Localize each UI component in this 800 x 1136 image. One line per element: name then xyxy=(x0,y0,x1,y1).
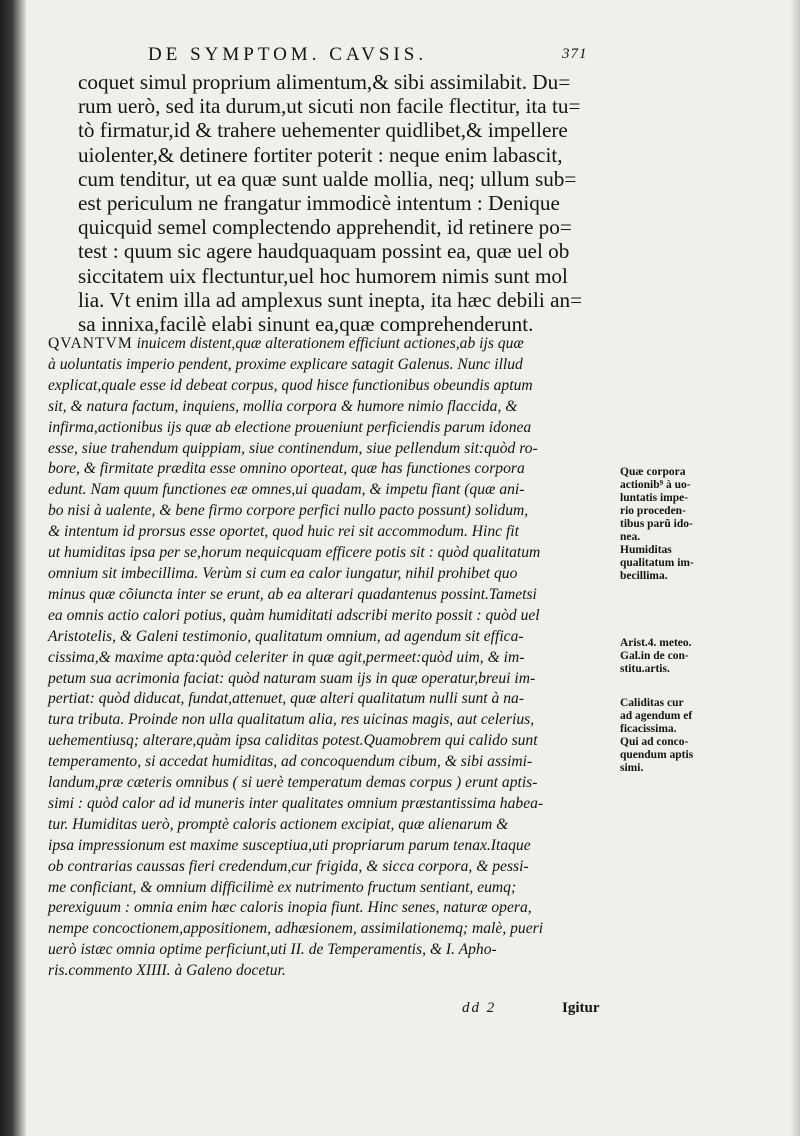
text-line: quicquid semel complectendo apprehendit, id retinere po= xyxy=(78,215,572,240)
margin-note-line: Humiditas xyxy=(620,544,672,556)
commentary-line: ut humiditas ipsa per se,horum nequicquam efficere potis sit : quòd qualitatum xyxy=(48,544,541,562)
text-line: test : quum sic agere haudquaquam possint ea, quæ uel ob xyxy=(78,239,570,264)
commentary-first-line xyxy=(48,334,618,355)
commentary-line: simi : quòd calor ad id muneris inter qualitates omnium præstantissima habea- xyxy=(48,794,544,812)
margin-note-line: Caliditas cur xyxy=(620,697,684,709)
commentary-line: sit, & natura factum, inquiens, mollia corpora & humore nimio flaccida, & xyxy=(48,397,518,415)
margin-note-line: luntatis impe- xyxy=(620,492,689,504)
text-line: uiolenter,& detinere fortiter poterit : neque enim labascit, xyxy=(78,142,563,167)
text-line: rum uerò, sed ita durum,ut sicuti non facile flectitur, ita tu= xyxy=(78,94,581,119)
commentary-line: tura tributa. Proinde non ulla qualitatum alia, res uicinas magis, aut celerius, xyxy=(48,711,535,729)
commentary-line: esse, siue trahendum quippiam, siue continendum, siue pellendum sit:quòd ro- xyxy=(48,439,538,457)
text-line: tò firmatur,id & trahere uehementer quidlibet,& impellere xyxy=(78,118,568,143)
commentary-line: & intentum id prorsus esse oportet, quod huic rei sit accommodum. Hinc fit xyxy=(48,523,519,541)
commentary-line: me conficiant, & omnium difficilimè ex nutrimento fructum sentiant, eumq; xyxy=(48,878,517,896)
margin-note-line: Arist.4. meteo. xyxy=(620,637,692,649)
commentary-line: tur. Humiditas uerò, promptè caloris actionem excipiat, quæ alienarum & xyxy=(48,815,509,833)
text-line: siccitatem uix flectuntur,uel hoc humorem nimis sunt mol xyxy=(78,263,568,288)
catchword: Igitur xyxy=(562,1000,600,1016)
page-number: 371 xyxy=(562,46,588,62)
commentary-line: uerò istæc omnia optime perficiunt,uti II. de Temperamentis, & I. Apho- xyxy=(48,941,497,959)
commentary-line: cissima,& maxime apta:quòd celeriter in quæ agit,permeet:quòd uim, & im- xyxy=(48,648,525,666)
page-edge xyxy=(790,0,800,1136)
commentary-line: bore, & firmitate prædita esse omnino oporteat, quæ has functiones corpora xyxy=(48,460,525,478)
commentary-line: pertiat: quòd diducat, fundat,attenuet, quæ alteri qualitatum nulli sunt à na- xyxy=(48,690,525,708)
commentary-line: ipsa impressionum est maxime susceptiua,uti propriarum parum tenax.Itaque xyxy=(48,836,531,854)
text-line: est periculum ne frangatur immodicè intentum : Denique xyxy=(78,191,560,216)
text-line: lia. Vt enim illa ad amplexus sunt inepta, ita hæc debili an= xyxy=(78,287,583,312)
margin-note-line: ad agendum ef xyxy=(620,710,693,722)
commentary-line: à uoluntatis imperio pendent, proxime explicare satagit Galenus. Nunc illud xyxy=(48,355,523,373)
main-text-block xyxy=(78,70,618,336)
commentary-first-line-text: inuicem distent,quæ alterationem efficiunt actiones,ab ijs quæ xyxy=(132,335,524,352)
commentary-line: explicat,quale esse id debeat corpus, quod hisce functionibus obeundis aptum xyxy=(48,376,533,394)
margin-note-line: nea. xyxy=(620,531,641,543)
commentary-line: omnium sit imbecillima. Verùm si cum ea calor iungatur, nihil prohibet quo xyxy=(48,564,518,582)
margin-note-3 xyxy=(620,697,790,775)
margin-note-line: tibus parũ ido- xyxy=(620,518,693,530)
margin-note-line: rio proceden- xyxy=(620,505,686,517)
commentary-line: infirma,actionibus ijs quæ ab electione proueniunt perficiendis parum idonea xyxy=(48,418,532,436)
margin-note-line: actionib⁹ à uo- xyxy=(620,479,691,491)
margin-note-line: becillima. xyxy=(620,570,668,582)
margin-note-1 xyxy=(620,466,790,583)
signature-mark: dd 2 xyxy=(462,1000,497,1016)
text-line: cum tenditur, ut ea quæ sunt ualde mollia, neq; ullum sub= xyxy=(78,166,577,191)
commentary-line: bo nisi à ualente, & bene firmo corpore perfici nullo pacto possunt) solidum, xyxy=(48,502,529,520)
commentary-line: Aristotelis, & Galeni testimonio, qualitatum omnium, ad agendum sit effica- xyxy=(48,627,524,645)
margin-note-line: Qui ad conco- xyxy=(620,736,689,748)
margin-note-2 xyxy=(620,637,790,676)
margin-note-line: Quæ corpora xyxy=(620,466,686,478)
margin-note-line: simi. xyxy=(620,762,644,774)
commentary-line: edunt. Nam quum functiones eæ omnes,ui quadam, & impetu fiant (quæ ani- xyxy=(48,481,525,499)
running-title: DE SYMPTOM. CAVSIS. xyxy=(148,44,428,65)
margin-note-line: quendum aptis xyxy=(620,749,694,761)
text-line: sa innixa,facilè elabi sinunt ea,quæ comprehenderunt. xyxy=(78,312,534,337)
commentary-line: petum sua acrimonia faciat: quòd naturam suam ijs in quæ operatur,breui im- xyxy=(48,669,536,687)
commentary-line: ris.commento XIIII. à Galeno docetur. xyxy=(48,962,286,980)
margin-note-line: stitu.artis. xyxy=(620,663,670,675)
commentary-line: ob contrarias caussas fieri credendum,cur frigida, & sicca corpora, & pessi- xyxy=(48,857,529,875)
commentary-line: nempe concoctionem,appositionem, adhæsionem, assimilationemq; malè, pueri xyxy=(48,920,544,938)
commentary-line: temperamento, si accedat humiditas, ad concoquendum cibum, & sibi assimi- xyxy=(48,753,533,771)
margin-note-line: ficacissima. xyxy=(620,723,677,735)
commentary-line: minus quæ cõiuncta inter se erunt, ab ea alterari quadantenus possint.Tametsi xyxy=(48,585,537,603)
commentary-line: landum,præ cæteris omnibus ( si uerè temperatum demas corpus ) erunt aptis- xyxy=(48,774,538,792)
commentary-line: perexiguum : omnia enim hæc caloris inopia fiunt. Hinc senes, naturæ opera, xyxy=(48,899,532,917)
commentary-block xyxy=(48,334,618,982)
commentary-line: uehementiusq; alterare,quàm ipsa caliditas potest.Quamobrem qui calido sunt xyxy=(48,732,538,750)
page-binding-shadow xyxy=(0,0,26,1136)
commentary-line: ea omnis actio calori potius, quàm humiditati adscribi merito possit : quòd uel xyxy=(48,606,540,624)
margin-note-line: Gal.in de con- xyxy=(620,650,689,662)
margin-note-line: qualitatum im- xyxy=(620,557,694,569)
commentary-initial: QVANTVM xyxy=(48,335,133,352)
text-line: coquet simul proprium alimentum,& sibi assimilabit. Du= xyxy=(78,70,571,94)
